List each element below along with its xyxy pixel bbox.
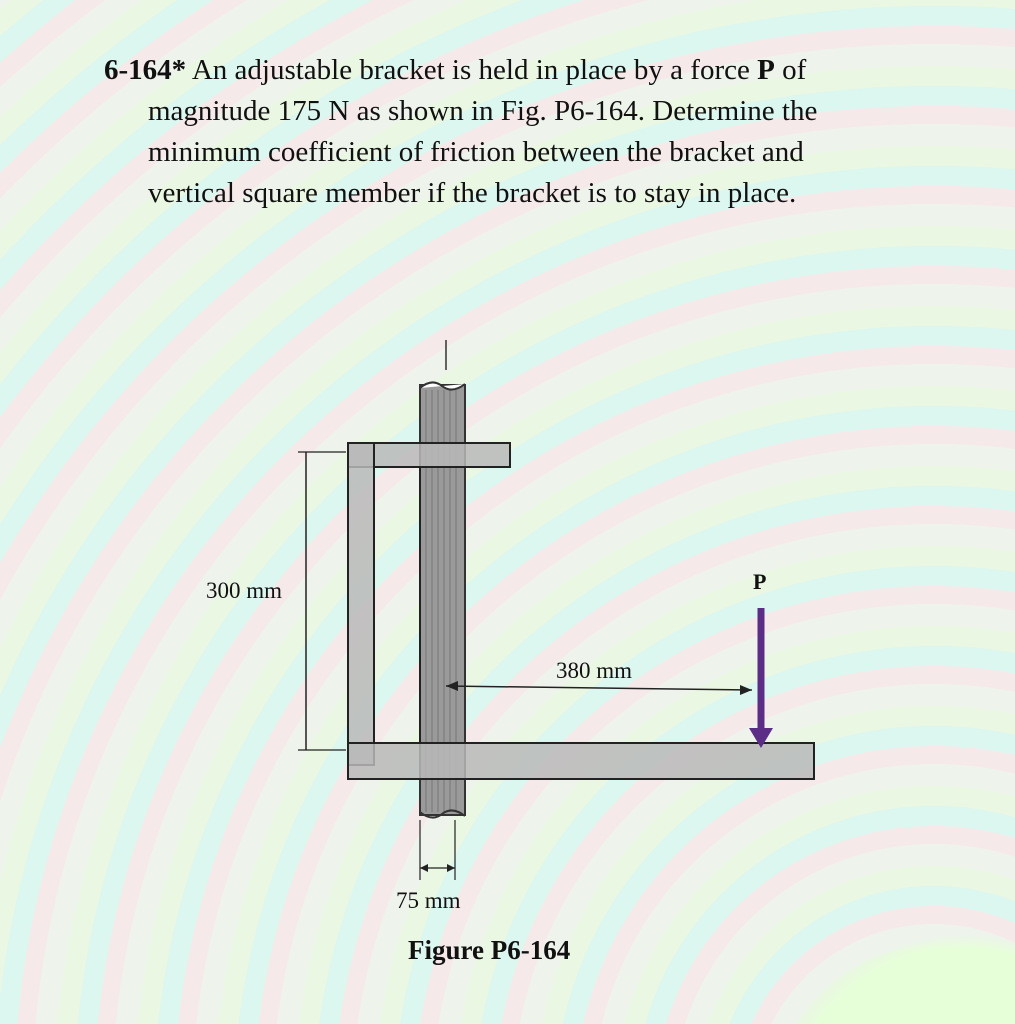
arm-arrow-right — [740, 685, 752, 695]
problem-text-line-1: An adjustable bracket is held in place by a force — [191, 54, 750, 86]
force-symbol: P — [757, 54, 775, 86]
bracket-inner-opening — [374, 467, 420, 743]
figure-caption: Figure P6-164 — [408, 935, 571, 965]
width-arrow-left — [420, 864, 428, 872]
problem-text-line-4: vertical square member if the bracket is to stay in place. — [148, 177, 797, 209]
arm-dimension-line — [446, 686, 752, 690]
arm-dimension-label: 380 mm — [556, 658, 633, 683]
bracket-bottom-arm — [348, 743, 814, 779]
problem-text-line-3: minimum coefficient of friction between the bracket and — [148, 136, 804, 168]
height-dimension-label: 300 mm — [206, 578, 283, 603]
problem-text-line-1-end: of — [782, 54, 807, 86]
width-arrow-right — [447, 864, 455, 872]
problem-text-line-2: magnitude 175 N as shown in Fig. P6-164. Determine the — [148, 95, 818, 127]
force-label: P — [753, 569, 767, 594]
problem-number: 6-164* — [104, 54, 187, 86]
bracket-vertical-leg — [348, 443, 374, 765]
width-dimension-label: 75 mm — [396, 888, 461, 913]
